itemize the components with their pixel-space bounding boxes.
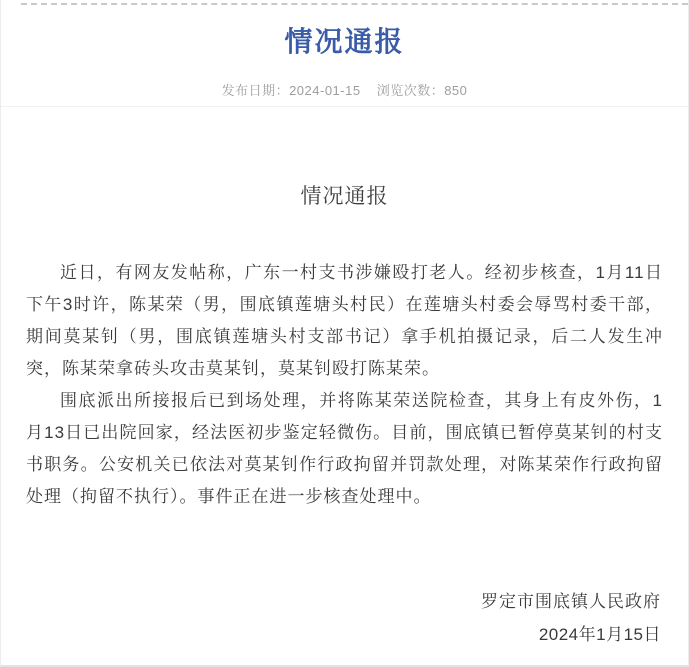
page-title: 情况通报 <box>284 26 405 57</box>
body-paragraph: 围底派出所接报后已到场处理，并将陈某荣送院检查，其身上有皮外伤，1月13日已出院回家，经法医初步鉴定轻微伤。目前，围底镇已暂停莫某钊的村支书职务。公安机关已依法对莫某钊作行政拘留并罚款处理，对陈某荣作行政拘留处理（拘留不执行）。事件正在进一步核查处理中。 <box>26 391 663 506</box>
signature-block <box>1 592 688 645</box>
issue-date: 2024年1月15日 <box>538 625 661 644</box>
article-body <box>26 257 663 513</box>
article-meta <box>1 83 688 98</box>
publish-date: 发布日期：2024-01-15 <box>221 83 361 98</box>
top-dashed-divider <box>21 3 688 5</box>
article-title: 情况通报 <box>300 185 389 208</box>
issuing-authority: 罗定市围底镇人民政府 <box>481 592 661 611</box>
view-count: 浏览次数：850 <box>376 83 468 98</box>
body-paragraph: 近日，有网友发帖称，广东一村支书涉嫌殴打老人。经初步核查，1月11日下午3时许，陈某荣（男，围底镇莲塘头村民）在莲塘头村委会辱骂村委干部，期间莫某钊（男，围底镇莲塘头村支部书记）拿手机拍摄记录，后二人发生冲突，陈某荣拿砖头攻击莫某钊，莫某钊殴打陈某荣。 <box>26 263 663 378</box>
article-header <box>1 0 688 107</box>
